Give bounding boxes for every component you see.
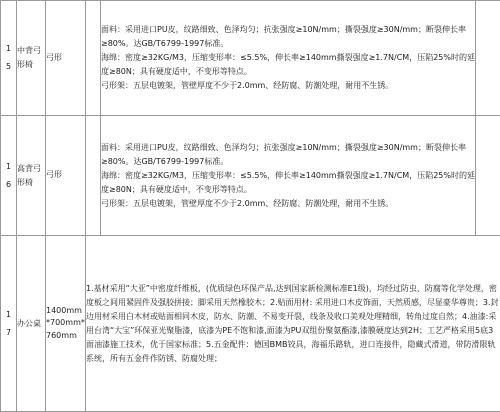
- row-number: [1, 236, 17, 412]
- description-paragraph: 面料：采用进口PU皮，纹路细致、色泽均匀；抗张强度≥10N/mm；撕裂强度≥30N/mm；断裂伸长率≥80%。达GB/T6799-1997标准。: [101, 23, 475, 51]
- empty-cell: [86, 116, 101, 236]
- row-number-digit: 6: [1, 180, 16, 190]
- item-description: [101, 1, 476, 116]
- item-name: 中背弓形椅: [17, 1, 46, 116]
- description-paragraph: 弓形架：五层电镀架，管壁厚度不少于2.0mm、经防腐、防潮处理，耐用不生锈。: [101, 79, 475, 93]
- description-paragraph: 海绵：密度≥32KG/M3，压缩变形率：≤5.5%，伸长率≥140mm撕裂强度≥1.7N/CM，压陷25%时的延度≥80N；具有硬度适中，不变形等特点。: [101, 51, 475, 79]
- table-row: [1, 116, 500, 236]
- item-spec: 1400mm*700mm*760mm: [46, 236, 86, 412]
- empty-cell: [476, 116, 500, 236]
- row-number: [1, 116, 17, 236]
- row-number: [1, 1, 17, 116]
- empty-cell: [86, 1, 101, 116]
- description-paragraph: 海绵：密度≥32KG/M3，压缩变形率：≤5.5%，伸长率≥140mm撕裂强度≥1.7N/CM，压陷25%时的延度≥80N；具有硬度适中，不变形等特点。: [101, 169, 475, 197]
- empty-cell: [476, 1, 500, 116]
- description-paragraph: 面料：采用进口PU皮，纹路细致、色泽均匀；抗张强度≥10N/mm；撕裂强度≥30N/mm；断裂伸长率≥80%。达GB/T6799-1997标准。: [101, 141, 475, 169]
- table-row: [1, 236, 500, 412]
- row-number-digit: 1: [1, 310, 16, 320]
- row-number-digit: 1: [1, 162, 16, 172]
- description-paragraph: 弓形架：五层电镀架，管壁厚度不少于2.0mm、经防腐、防潮处理，耐用不生锈。: [101, 197, 475, 211]
- row-number-digit: 5: [1, 62, 16, 72]
- item-name: 办公桌: [17, 236, 46, 412]
- row-number-digit: 7: [1, 328, 16, 338]
- row-number-digit: 1: [1, 44, 16, 54]
- item-name: 高背弓形椅: [17, 116, 46, 236]
- item-description: [86, 236, 500, 412]
- description-paragraph: 1.基材采用“大亚”中密度纤维板，(优质绿色环保产品,达到国家新检测标准E1级)，均经过防虫、防腐等化学处理，密度板之间用紧固件及强胶拼接；脚采用天然橡胶木；2.贴面用材: 采用进口木皮饰面，天然质感，尽显豪华尊贵；3.封边用材采用白木材或贴面相同木皮，防水、防潮、不易变开裂，线条及收口美观处理精细，转角过度自然；4.油漆:采用台湾“大宝”环保亚光聚脂漆，底漆为PE不饱和漆,面漆为PU双组份聚氨酯漆,漆膜硬度达到2H；工艺严格采用5底3面油漆施工技术，优于国家标准；5.五金配件：德国BMB铰具，海福乐路轨，进口连接件，隐藏式滑道，带防滑限轨系统，所有五金件作防锈、防腐处理；: [86, 282, 500, 366]
- item-spec: 弓形: [46, 1, 86, 116]
- table-row: [1, 1, 500, 116]
- item-description: [101, 116, 476, 236]
- item-spec: 弓形: [46, 116, 86, 236]
